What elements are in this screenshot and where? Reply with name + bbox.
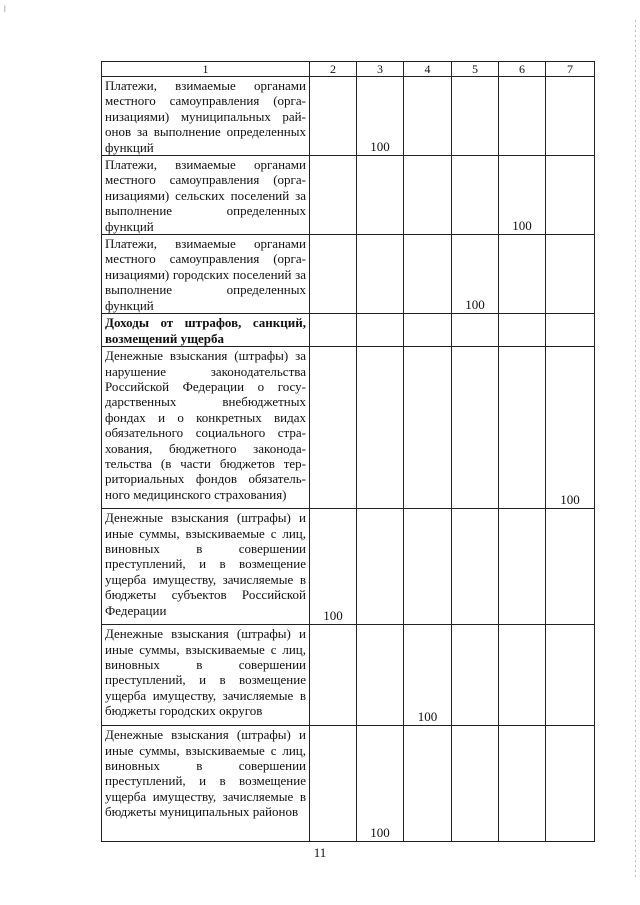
cell-col-3: [357, 625, 404, 726]
table-header-row: [102, 62, 595, 77]
cell-col-4: [404, 726, 452, 842]
cell-col-7: [546, 726, 595, 842]
column-header-6: 6: [499, 62, 546, 77]
cell-col-7: [546, 509, 595, 625]
column-header-7: 7: [546, 62, 595, 77]
table-row: [102, 347, 595, 509]
cell-col-3: [357, 314, 404, 347]
revenue-distribution-table: [101, 61, 595, 842]
cell-col-4: [404, 347, 452, 509]
row-description: Платежи, взимаемые органами местного самоуправления (организациями) муниципальных районов за выполнение определенных функций: [102, 77, 310, 156]
cell-col-7: [546, 314, 595, 347]
cell-col-6: 100: [499, 156, 546, 235]
cell-col-2: [310, 314, 357, 347]
column-header-5: 5: [452, 62, 499, 77]
cell-col-3: [357, 347, 404, 509]
cell-col-2: [310, 156, 357, 235]
column-header-1: 1: [102, 62, 310, 77]
cell-col-6: [499, 625, 546, 726]
cell-col-7: [546, 235, 595, 314]
cell-col-6: [499, 726, 546, 842]
cell-col-4: [404, 77, 452, 156]
cell-col-3: 100: [357, 726, 404, 842]
cell-col-7: [546, 625, 595, 726]
row-description: Платежи, взимаемые органами местного самоуправления (организациями) сельских поселений за выполнение определенных функций: [102, 156, 310, 235]
column-header-4: 4: [404, 62, 452, 77]
column-header-3: 3: [357, 62, 404, 77]
column-header-2: 2: [310, 62, 357, 77]
cell-col-3: [357, 509, 404, 625]
cell-col-2: 100: [310, 509, 357, 625]
table-row: [102, 77, 595, 156]
table-row: [102, 156, 595, 235]
table-row: [102, 235, 595, 314]
corner-mark: ǀ: [4, 4, 6, 14]
cell-col-5: [452, 314, 499, 347]
row-description: Денежные взыскания (штрафы) за нарушение законодательства Российской Федерации о государственных внебюджетных фондах и о конкретных видах обязательного социального страхования, бюджетного законодательства (в части бюджетов территориальных фондов обязательного медицинского страхования): [102, 347, 310, 509]
cell-col-4: [404, 314, 452, 347]
row-description: Платежи, взимаемые органами местного самоуправления (организациями) городских поселений за выполнение определенных функций: [102, 235, 310, 314]
cell-col-5: [452, 726, 499, 842]
scan-edge-line: [635, 20, 636, 880]
cell-col-2: [310, 347, 357, 509]
cell-col-5: [452, 347, 499, 509]
cell-col-4: [404, 235, 452, 314]
table-row: [102, 509, 595, 625]
cell-col-2: [310, 726, 357, 842]
row-description: Денежные взыскания (штрафы) и иные суммы, взыскиваемые с лиц, виновных в совершении преступлений, и в возмещение ущерба имуществу, зачисляемые в бюджеты субъектов Российской Федерации: [102, 509, 310, 625]
cell-col-6: [499, 509, 546, 625]
cell-col-7: [546, 156, 595, 235]
section-heading: Доходы от штрафов, санкций, возмещений ущерба: [102, 314, 310, 347]
cell-col-6: [499, 235, 546, 314]
cell-col-4: [404, 156, 452, 235]
cell-col-7: 100: [546, 347, 595, 509]
cell-col-7: [546, 77, 595, 156]
table-row: [102, 726, 595, 842]
cell-col-5: [452, 509, 499, 625]
cell-col-4: 100: [404, 625, 452, 726]
cell-col-2: [310, 77, 357, 156]
cell-col-5: [452, 77, 499, 156]
cell-col-3: [357, 156, 404, 235]
section-row: [102, 314, 595, 347]
cell-col-2: [310, 625, 357, 726]
cell-col-4: [404, 509, 452, 625]
cell-col-3: [357, 235, 404, 314]
cell-col-6: [499, 77, 546, 156]
cell-col-5: 100: [452, 235, 499, 314]
cell-col-3: 100: [357, 77, 404, 156]
cell-col-6: [499, 347, 546, 509]
table-row: [102, 625, 595, 726]
cell-col-6: [499, 314, 546, 347]
page-number: 11: [313, 845, 327, 860]
row-description: Денежные взыскания (штрафы) и иные суммы, взыскиваемые с лиц, виновных в совершении преступлений, и в возмещение ущерба имуществу, зачисляемые в бюджеты муниципальных районов: [102, 726, 310, 842]
row-description: Денежные взыскания (штрафы) и иные суммы, взыскиваемые с лиц, виновных в совершении преступлений, и в возмещение ущерба имуществу, зачисляемые в бюджеты городских округов: [102, 625, 310, 726]
cell-col-2: [310, 235, 357, 314]
cell-col-5: [452, 625, 499, 726]
cell-col-5: [452, 156, 499, 235]
